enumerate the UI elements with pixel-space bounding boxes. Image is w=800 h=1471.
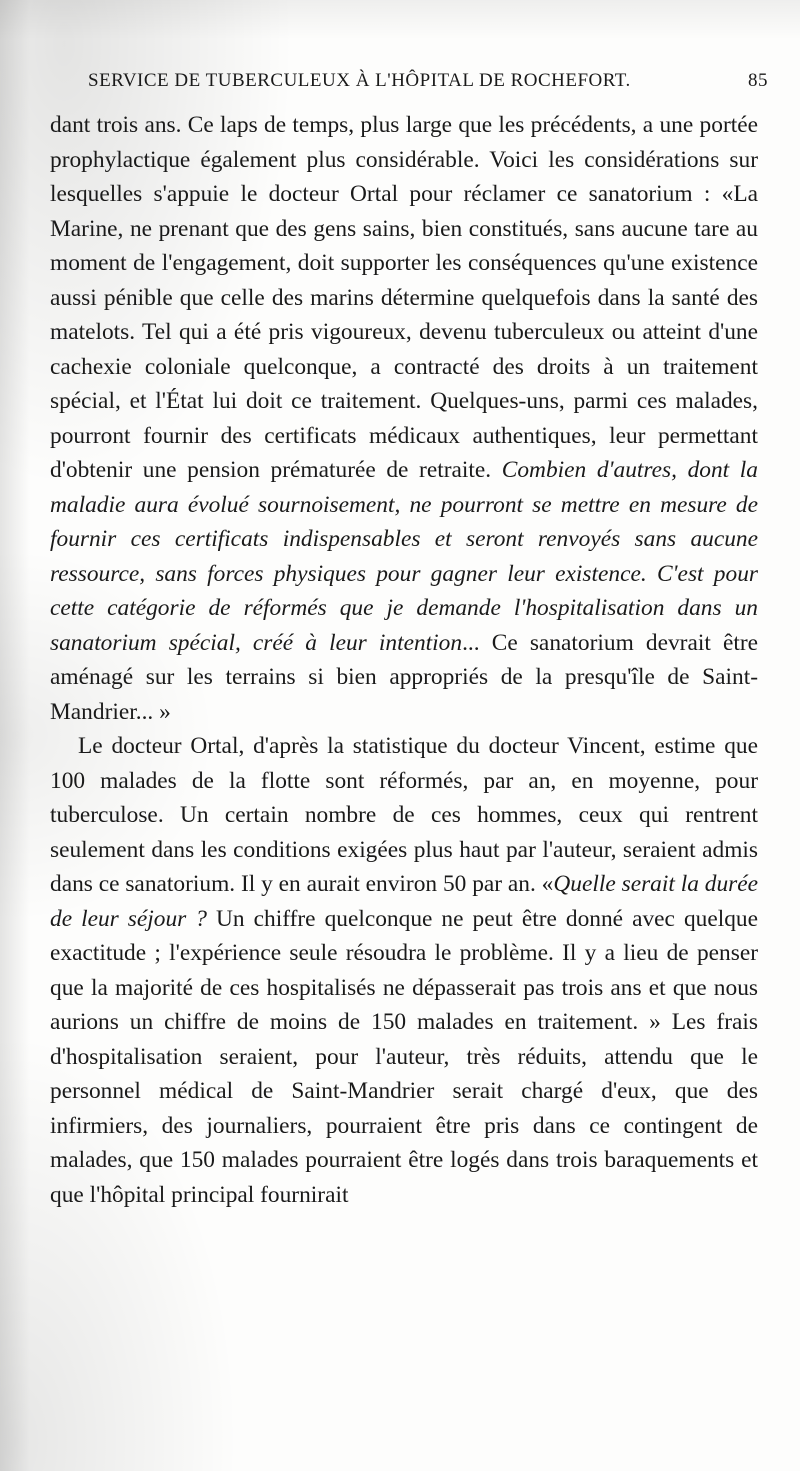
running-head: SERVICE DE TUBERCULEUX À L'HÔPITAL DE ROCHEFORT.	[88, 70, 631, 91]
paragraph-1-text-end: ... Ce sanatorium devrait être aménagé sur les terrains si bien appropriés de la presqu'île de Saint-Mandrier... »	[50, 629, 758, 725]
paragraph-2-text: Le docteur Ortal, d'après la statistique du docteur Vincent, estime que 100 malades de la flotte sont réformés, par an, en moyenne, pour tuberculose. Un certain nombre de ces hommes, ceux qui rentrent seulement dans les conditions exigées plus haut par l'auteur, seraient admis dans ce sanatorium. Il y en aurait environ 50 par an. «	[50, 733, 758, 897]
page-number: 85	[748, 70, 768, 91]
paragraph-continued	[50, 108, 758, 729]
paragraph	[50, 729, 758, 1212]
paragraph-1-italic-quote: Combien d'autres, dont la maladie aura évolué sournoisement, ne pourront se mettre en mesure de fournir ces certificats indispensables et seront renvoyés sans aucune ressource, sans forces physiques pour gagner leur existence. C'est pour cette catégorie de réformés que je demande l'hospitalisation dans un sanatorium spécial, créé à leur intention	[50, 457, 758, 656]
page-header	[88, 70, 768, 100]
body-text	[50, 108, 758, 1212]
paragraph-2-text-end: Un chiffre quelconque ne peut être donné avec quelque exactitude ; l'expérience seule résoudra le problème. Il y a lieu de penser que la majorité de ces hospitalisés ne dépasserait pas trois ans et que nous aurions un chiffre de moins de 150 malades en traitement. » Les frais d'hospitalisation seraient, pour l'auteur, très réduits, attendu que le personnel médical de Saint-Mandrier serait chargé d'eux, que des infirmiers, des journaliers, pourraient être pris dans ce contingent de malades, que 150 malades pourraient être logés dans trois baraquements et que l'hôpital principal fournirait	[50, 905, 758, 1208]
paragraph-1-text: dant trois ans. Ce laps de temps, plus large que les précédents, a une portée prophylactique également plus considérable. Voici les considérations sur lesquelles s'appuie le docteur Ortal pour réclamer ce sanatorium : «La Marine, ne prenant que des gens sains, bien constitués, sans aucune tare au moment de l'engagement, doit supporter les conséquences qu'une existence aussi pénible que celle des marins détermine quelquefois dans la santé des matelots. Tel qui a été pris vigoureux, devenu tuberculeux ou atteint d'une cachexie coloniale quelconque, a contracté des droits à un traitement spécial, et l'État lui doit ce traitement. Quelques-uns, parmi ces malades, pourront fournir des certificats médicaux authentiques, leur permettant d'obtenir une pension prématurée de retraite.	[50, 112, 758, 483]
paragraph-2-italic-question: Quelle serait la durée de leur séjour ?	[50, 871, 759, 932]
